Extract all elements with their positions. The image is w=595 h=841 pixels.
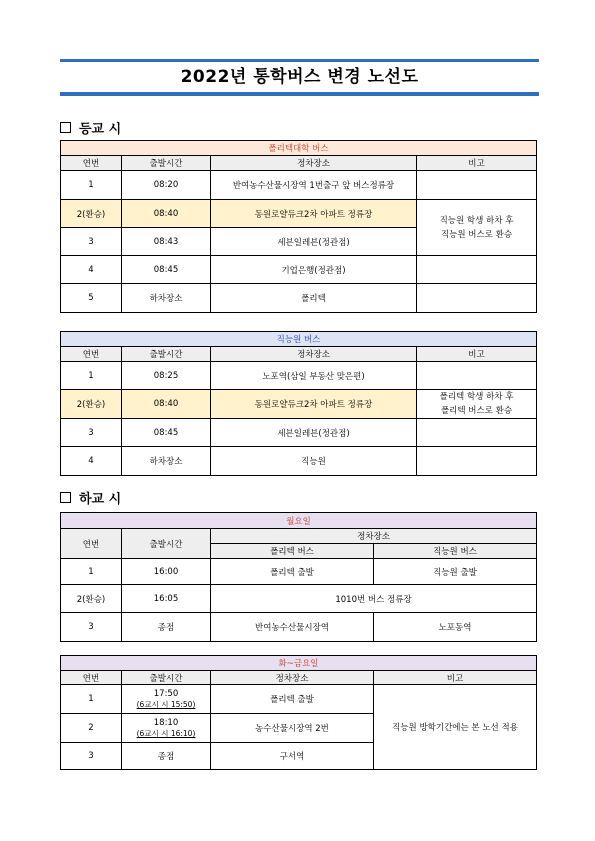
cell-note: [417, 447, 537, 476]
cell-no: 2(환승): [61, 390, 122, 419]
checkbox-square-icon: [60, 492, 71, 503]
cell-note: [417, 284, 537, 313]
table-caption: 월요일: [61, 513, 537, 529]
table-row: [61, 390, 537, 419]
cell-no: 3: [61, 743, 122, 770]
table-row: [61, 447, 537, 476]
title-block: [60, 59, 539, 96]
note-line: 직능원 버스로 환승: [440, 229, 513, 240]
cell-time: 종점: [122, 613, 211, 642]
cell-place: 폴리텍: [211, 284, 417, 313]
time-main: 17:50: [153, 688, 179, 699]
section-morning-label: 등교 시: [79, 122, 122, 137]
cell-time: 하차장소: [122, 284, 211, 313]
cell-place: 동원로얄듀크2차 아파트 정류장: [211, 200, 417, 228]
col-header: 비고: [417, 347, 537, 362]
cell-no: 2(환승): [61, 585, 122, 613]
polytech-bus-table: [60, 140, 537, 313]
note-line: 직능원 학생 하차 후: [439, 215, 514, 226]
col-header: 연번: [61, 529, 122, 559]
cell-place: 폴리텍 출발: [211, 685, 374, 714]
cell-note: [417, 200, 537, 256]
table-row: [61, 362, 537, 390]
cell-time: 08:40: [122, 200, 211, 228]
cell-place: 세븐일레븐(정관점): [211, 419, 417, 447]
col-header: 정차장소: [211, 671, 374, 685]
cell-place: 농수산물시장역 2번: [211, 714, 374, 743]
cell-bus1: 반여농수산물시장역: [211, 613, 374, 642]
cell-no: 1: [61, 685, 122, 714]
table-row: [61, 419, 537, 447]
col-header: 연번: [61, 671, 122, 685]
table-row: [61, 200, 537, 228]
col-header: 정차장소: [211, 156, 417, 171]
col-header: 정차장소: [211, 529, 537, 544]
cell-no: 4: [61, 447, 122, 476]
col-header: 연번: [61, 347, 122, 362]
col-header: 직능원 버스: [374, 544, 537, 559]
time-main: 18:10: [153, 717, 179, 728]
cell-no: 3: [61, 228, 122, 256]
cell-time: 08:40: [122, 390, 211, 419]
table-row: [61, 585, 537, 613]
cell-time: 08:43: [122, 228, 211, 256]
cell-time: 16:05: [122, 585, 211, 613]
section-morning: [60, 118, 121, 137]
col-header: 출발시간: [122, 347, 211, 362]
page-title: 2022년 통학버스 변경 노선도: [180, 67, 419, 87]
time-sub: (6교시 시 16:10): [136, 728, 196, 738]
cell-bus2: 노포동역: [374, 613, 537, 642]
col-header: 비고: [374, 671, 537, 685]
cell-time: 08:45: [122, 256, 211, 284]
table-caption: 화~금요일: [61, 656, 537, 671]
cell-time: 16:00: [122, 559, 211, 585]
col-header: 비고: [417, 156, 537, 171]
cell-note: [417, 171, 537, 200]
cell-time: 종점: [122, 743, 211, 770]
title-bottom-rule: [60, 92, 539, 96]
cell-no: 1: [61, 362, 122, 390]
col-header: 폴리텍 버스: [211, 544, 374, 559]
section-afternoon: [60, 488, 121, 507]
cell-note: [417, 256, 537, 284]
table-row: [61, 256, 537, 284]
cell-time: 08:25: [122, 362, 211, 390]
cell-merged: 1010번 버스 정류장: [211, 585, 537, 613]
cell-note: [417, 390, 537, 419]
cell-note: [417, 362, 537, 390]
cell-no: 4: [61, 256, 122, 284]
checkbox-square-icon: [60, 122, 71, 133]
col-header: 연번: [61, 156, 122, 171]
section-afternoon-label: 하교 시: [79, 492, 122, 507]
note-line: 폴리텍 학생 하차 후: [439, 392, 514, 402]
cell-no: 2(환승): [61, 200, 122, 228]
cell-note: [417, 419, 537, 447]
col-header: 출발시간: [122, 529, 211, 559]
col-header: 정차장소: [211, 347, 417, 362]
cell-place: 구서역: [211, 743, 374, 770]
table-row: [61, 559, 537, 585]
cell-bus2: 직능원 출발: [374, 559, 537, 585]
cell-time: 08:20: [122, 171, 211, 200]
monday-table: [60, 512, 537, 642]
table-row: [61, 685, 537, 714]
tue-fri-table: [60, 655, 537, 770]
cell-no: 3: [61, 419, 122, 447]
cell-place: 노포역(삼일 부동산 맞은편): [211, 362, 417, 390]
cell-bus1: 폴리텍 출발: [211, 559, 374, 585]
cell-no: 1: [61, 171, 122, 200]
cell-time: [122, 685, 211, 714]
table-row: [61, 613, 537, 642]
cell-no: 1: [61, 559, 122, 585]
cell-time: [122, 714, 211, 743]
note-line: 폴리텍 버스로 환승: [440, 406, 513, 416]
cell-time: 하차장소: [122, 447, 211, 476]
time-sub: (6교시 시 15:50): [136, 699, 196, 709]
cell-place: 세븐일레븐(정관점): [211, 228, 417, 256]
jikneungwon-bus-table: [60, 331, 537, 476]
cell-no: 3: [61, 613, 122, 642]
table-caption: 폴리텍대학 버스: [61, 141, 537, 156]
cell-place: 직능원: [211, 447, 417, 476]
table-row: [61, 171, 537, 200]
cell-place: 반여농수산물시장역 1번출구 앞 버스정류장: [211, 171, 417, 200]
cell-time: 08:45: [122, 419, 211, 447]
cell-note: 직능원 방학기간에는 본 노선 적용: [374, 685, 537, 770]
cell-place: 기업은행(정관점): [211, 256, 417, 284]
cell-place: 동원로얄듀크2차 아파트 정류장: [211, 390, 417, 419]
table-row: [61, 284, 537, 313]
col-header: 출발시간: [122, 671, 211, 685]
cell-no: 2: [61, 714, 122, 743]
col-header: 출발시간: [122, 156, 211, 171]
table-caption: 직능원 버스: [61, 332, 537, 347]
cell-no: 5: [61, 284, 122, 313]
